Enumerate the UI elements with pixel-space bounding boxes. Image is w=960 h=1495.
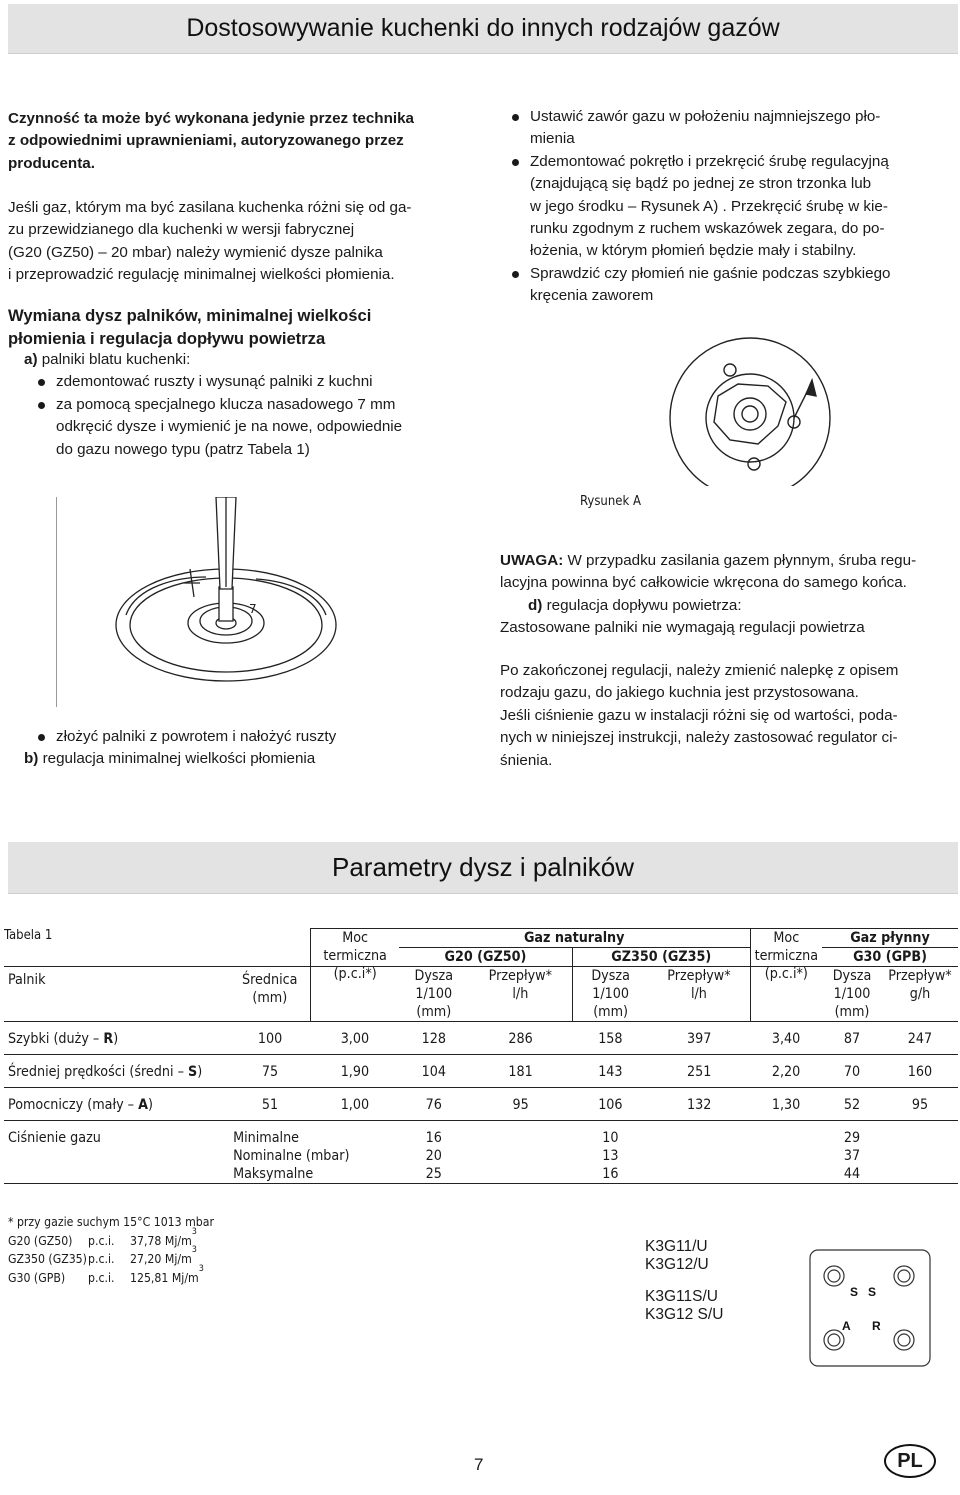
warning-note	[8, 108, 466, 175]
burner-letter: R	[103, 1031, 114, 1047]
language-badge: PL	[884, 1444, 936, 1478]
header-text: Dysza	[414, 968, 454, 984]
step-a-label: a)	[24, 351, 38, 368]
table-cell: 247	[882, 1022, 958, 1055]
intro-line: i przeprowadzić regulację minimalnej wielkości płomienia.	[8, 266, 395, 284]
header-g20: G20 (GZ50)	[399, 948, 573, 967]
burner-close: )	[197, 1064, 203, 1080]
header-przeplyw	[648, 967, 750, 1022]
header-text: l/h	[512, 986, 529, 1002]
bullet-item	[508, 106, 958, 151]
header-gz350: GZ350 (GZ35)	[572, 948, 750, 967]
step-b-text: regulacja minimalnej wielkości płomienia	[38, 750, 316, 767]
pressure-value: 16	[602, 1166, 619, 1182]
hob-letter-s: S	[868, 1285, 877, 1299]
step-b-label: b)	[24, 750, 39, 767]
heading-line: płomienia i regulacja dopływu powietrza	[8, 329, 326, 348]
burner-close: )	[113, 1031, 119, 1047]
table-cell: 100	[229, 1022, 311, 1055]
table-cell: 181	[469, 1055, 573, 1088]
pressure-value: 29	[843, 1130, 861, 1146]
pressure-value: 37	[843, 1148, 861, 1164]
warning-lpg	[500, 550, 960, 640]
header-text: termiczna	[754, 948, 819, 964]
table-cell: 87	[822, 1022, 882, 1055]
table-cell: 1,00	[311, 1088, 399, 1121]
bullet-line: za pomocą specjalnego klucza nasadowego 7 mm	[56, 395, 396, 413]
fn-gas: GZ350 (GZ35)	[8, 1252, 87, 1266]
final-line: Jeśli ciśnienie gazu w instalacji różni się od wartości, poda-	[500, 706, 898, 724]
bullet-text: zdemontować ruszty i wysunąć palniki z kuchni	[56, 373, 373, 391]
heading-line: Wymiana dysz palników, minimalnej wielkości	[8, 306, 372, 325]
page-title: Dostosowywanie kuchenki do innych rodzajów gazów	[186, 14, 780, 42]
table-caption: Tabela 1	[4, 928, 53, 943]
table-cell: 95	[882, 1088, 958, 1121]
header-text: (mm)	[834, 1004, 870, 1020]
burner-letter: A	[138, 1097, 149, 1113]
pressure-row	[4, 1121, 958, 1184]
fn-exp: 3	[191, 1245, 197, 1255]
header-text: termiczna	[323, 948, 387, 964]
step-a-text: palniki blatu kuchenki:	[37, 351, 191, 368]
uwaga-line: W przypadku zasilania gazem płynnym, śruba regu-	[563, 552, 917, 569]
table-cell: 397	[648, 1022, 750, 1055]
table-cell: 76	[399, 1088, 469, 1121]
header-text: (p.c.i*)	[764, 966, 808, 982]
footnote-row	[8, 1226, 214, 1251]
header-dysza	[572, 967, 648, 1022]
fn-value: 27,20 Mj/m	[130, 1252, 192, 1266]
model-name: K3G11S/U	[645, 1288, 718, 1305]
footnote-row	[8, 1263, 214, 1288]
bullet-text: złożyć palniki z powrotem i nałożyć ruszty	[56, 728, 337, 745]
pressure-value: 25	[425, 1166, 442, 1182]
header-text: Średnica	[242, 972, 298, 988]
header-text: 1/100	[415, 986, 453, 1002]
table-row	[4, 1022, 958, 1055]
bullet-line: Ustawić zawór gazu w położeniu najmniejszego pło-	[530, 108, 881, 125]
bullet-line: łożenia, w którym płomień będzie mały i stabilny.	[530, 242, 857, 260]
table-cell: 104	[399, 1055, 469, 1088]
table-cell: 2,20	[750, 1055, 822, 1088]
right-bullets	[508, 106, 958, 308]
pressure-value: 44	[843, 1166, 861, 1182]
fn-pci: p.c.i.	[88, 1252, 115, 1266]
pressure-value: 13	[602, 1148, 619, 1164]
pressure-value: 20	[425, 1148, 442, 1164]
header-text: 1/100	[592, 986, 630, 1002]
fn-exp: 3	[198, 1263, 204, 1274]
bullet-line: odkręcić dysze i wymienić je na nowe, odpowiednie	[56, 418, 403, 436]
pressure-level: Minimalne	[233, 1130, 300, 1146]
footnote-row	[8, 1245, 214, 1269]
bullet-item	[508, 263, 958, 308]
table-cell: 160	[882, 1055, 958, 1088]
hob-letter-s: S	[850, 1285, 859, 1299]
figure-frame-left	[56, 497, 456, 707]
table-cell: 3,40	[750, 1022, 822, 1055]
burner-label: Szybki (duży –	[8, 1031, 104, 1047]
hob-letter-a: A	[842, 1319, 851, 1333]
pressure-g30	[822, 1121, 882, 1184]
header-text: Moc	[342, 930, 369, 946]
table-cell: 3,00	[311, 1022, 399, 1055]
table-row	[4, 1055, 958, 1088]
pressure-gz350	[572, 1121, 648, 1184]
model-list	[645, 1238, 723, 1324]
header-text: (mm)	[593, 1004, 629, 1020]
gas-footnote	[8, 1213, 214, 1287]
fn-value: 37,78 Mj/m	[130, 1233, 192, 1248]
bullet-line: (znajdującą się bądź po jednej ze stron trzonka lub	[530, 175, 872, 193]
burner-label: Średniej prędkości (średni –	[8, 1064, 189, 1080]
table-cell: 95	[469, 1088, 573, 1121]
final-note	[500, 660, 960, 772]
burner-letter: S	[188, 1064, 198, 1080]
fn-gas: G30 (GPB)	[8, 1270, 66, 1285]
step-reassemble	[34, 726, 474, 748]
intro-paragraph	[8, 197, 466, 287]
header-text: 1/100	[833, 986, 871, 1002]
header-dysza	[822, 967, 882, 1022]
burner-name	[4, 1055, 229, 1088]
step-b	[24, 748, 464, 770]
step-d-text: regulacja dopływu powietrza:	[542, 596, 742, 614]
params-table	[4, 928, 958, 1184]
intro-line: Jeśli gaz, którym ma być zasilana kuchenka różni się od ga-	[8, 199, 412, 216]
section-heading	[8, 304, 468, 350]
header-dysza	[399, 967, 469, 1022]
burner-label: Pomocniczy (mały –	[8, 1097, 139, 1113]
page-number: 7	[474, 1455, 484, 1474]
header-g30: G30 (GPB)	[822, 948, 958, 967]
burner-close: )	[148, 1097, 153, 1113]
pressure-level: Maksymalne	[233, 1166, 314, 1182]
svg-text:7: 7	[249, 602, 257, 616]
hob-letter-r: R	[872, 1319, 881, 1333]
model-name: K3G12 S/U	[645, 1306, 724, 1323]
table-cell: 286	[469, 1022, 573, 1055]
bullet-item	[34, 394, 474, 461]
params-banner	[8, 842, 958, 894]
params-title: Parametry dysz i palników	[332, 852, 634, 882]
pressure-label: Ciśnienie gazu	[4, 1121, 229, 1184]
step-a	[24, 349, 474, 461]
header-text: (mm)	[416, 1004, 452, 1020]
pressure-value: 16	[425, 1130, 442, 1146]
footnote-title: * przy gazie suchym 15°C 1013 mbar	[8, 1215, 214, 1229]
model-name: K3G12/U	[645, 1256, 709, 1273]
table-cell: 158	[572, 1022, 648, 1055]
hob-layout-diagram	[808, 1248, 932, 1368]
warning-line: z odpowiednimi uprawnieniami, autoryzowanego przez	[8, 132, 404, 150]
header-text: Moc	[773, 930, 800, 946]
fn-exp: 3	[191, 1226, 197, 1237]
table-cell: 132	[648, 1088, 750, 1121]
header-text: (mm)	[252, 990, 288, 1006]
table-cell: 143	[572, 1055, 648, 1088]
figure-a-caption: Rysunek A	[580, 494, 641, 509]
step-d-label: d)	[528, 596, 543, 614]
valve-figure-a	[668, 326, 848, 486]
model-name: K3G11/U	[645, 1238, 708, 1255]
final-line: nych w niniejszej instrukcji, należy zastosować regulator ci-	[500, 729, 898, 747]
uwaga-line: lacyjna powinna być całkowicie wkręcona do samego końca.	[500, 574, 907, 592]
fn-pci: p.c.i.	[88, 1270, 115, 1285]
pressure-levels	[229, 1121, 399, 1184]
bullet-line: Zdemontować pokrętło i przekręcić śrubę regulacyjną	[530, 152, 889, 170]
header-srednica	[229, 967, 311, 1022]
table-cell: 128	[399, 1022, 469, 1055]
bullet-line: mienia	[530, 130, 575, 148]
table-cell: 52	[822, 1088, 882, 1121]
table-cell: 1,30	[750, 1088, 822, 1121]
burner-name	[4, 1022, 229, 1055]
burner-name	[4, 1088, 229, 1121]
header-text: Przepływ*	[488, 968, 552, 984]
warning-line: producenta.	[8, 154, 95, 172]
header-moc	[750, 930, 822, 1022]
table-cell: 106	[572, 1088, 648, 1121]
bullet-item	[508, 151, 958, 263]
bullet-line: runku zgodnym z ruchem wskazówek zegara, do po-	[530, 220, 885, 238]
header-text: Dysza	[591, 968, 630, 984]
warning-line: Czynność ta może być wykonana jedynie przez technika	[8, 110, 414, 127]
pressure-value: 10	[602, 1130, 619, 1146]
header-moc	[311, 930, 399, 1022]
intro-line: zu przewidzianego dla kuchenki w wersji fabrycznej	[8, 221, 355, 239]
uwaga-label: UWAGA:	[500, 552, 564, 569]
header-text: g/h	[909, 986, 931, 1002]
header-przeplyw	[882, 967, 958, 1022]
final-line: rodzaju gazu, do jakiego kuchnia jest przystosowana.	[500, 684, 859, 702]
table-cell: 51	[229, 1088, 311, 1121]
table-cell: 251	[648, 1055, 750, 1088]
table-row	[4, 1088, 958, 1121]
table-cell: 1,90	[311, 1055, 399, 1088]
pressure-level: Nominalne (mbar)	[233, 1148, 350, 1164]
intro-line: (G20 (GZ50) – 20 mbar) należy wymienić dysze palnika	[8, 243, 383, 261]
header-text: (p.c.i*)	[333, 966, 377, 982]
bullet-item	[34, 726, 474, 748]
header-liquid: Gaz płynny	[822, 929, 958, 948]
pressure-g20	[399, 1121, 469, 1184]
bullet-line: kręcenia zaworem	[530, 287, 654, 305]
bullet-item	[34, 371, 474, 393]
step-d-body: Zastosowane palniki nie wymagają regulacji powietrza	[500, 619, 865, 637]
header-text: Przepływ*	[667, 968, 731, 984]
bullet-line: w jego środku – Rysunek A) . Przekręcić śrubę w kie-	[530, 197, 888, 215]
final-line: śnienia.	[500, 751, 553, 769]
fn-value: 125,81 Mj/m	[130, 1270, 199, 1285]
header-text: Dysza	[832, 968, 872, 984]
table-cell: 75	[229, 1055, 311, 1088]
header-text: l/h	[690, 986, 707, 1002]
fn-pci: p.c.i.	[88, 1233, 115, 1248]
final-line: Po zakończonej regulacji, należy zmienić nalepkę z opisem	[500, 662, 899, 679]
fn-gas: G20 (GZ50)	[8, 1233, 73, 1248]
bullet-line: do gazu nowego typu (patrz Tabela 1)	[56, 440, 310, 458]
header-text: Przepływ*	[888, 968, 952, 984]
title-banner	[8, 4, 958, 54]
header-przeplyw	[469, 967, 573, 1022]
header-palnik: Palnik	[4, 967, 229, 1022]
header-natural: Gaz naturalny	[399, 929, 750, 948]
table-cell: 70	[822, 1055, 882, 1088]
header-row-3	[4, 967, 958, 1022]
bullet-line: Sprawdzić czy płomień nie gaśnie podczas szybkiego	[530, 264, 891, 282]
